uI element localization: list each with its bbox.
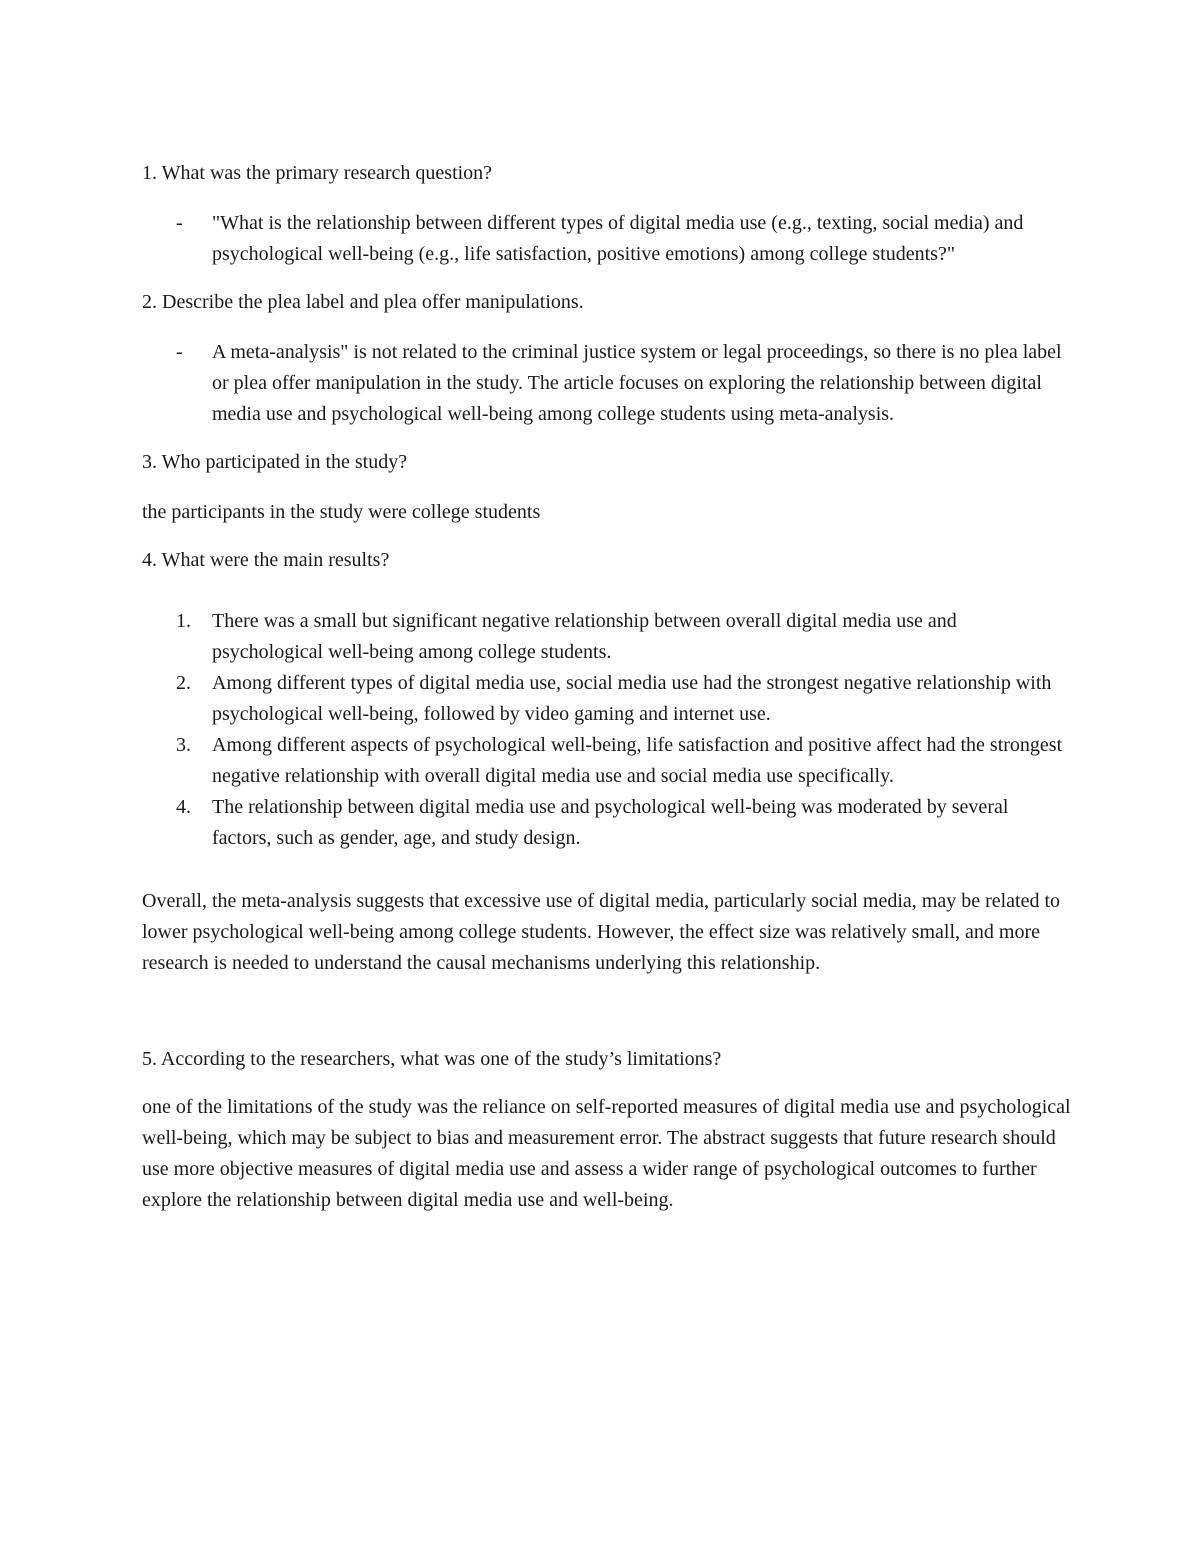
list-number: 1. bbox=[176, 610, 191, 632]
answer-1: "What is the relationship between different types of digital media use (e.g., texting, social media) and psychological well-being (e.g., life satisfaction, positive emotions) among college students?" bbox=[212, 212, 1024, 265]
dash-bullet: - bbox=[176, 212, 183, 234]
dash-bullet: - bbox=[176, 341, 183, 363]
list-item bbox=[142, 606, 1072, 668]
list-item bbox=[142, 668, 1072, 730]
answer-5: one of the limitations of the study was the reliance on self-reported measures of digital media use and psychological well-being, which may be subject to bias and measurement error. The abstract suggests that future research should use more objective measures of digital media use and assess a wider range of psychological outcomes to further explore the relationship between digital media use and well-being. bbox=[142, 1096, 1071, 1211]
question-4: 4. What were the main results? bbox=[142, 549, 390, 571]
answer-1-block bbox=[142, 208, 1072, 270]
list-number: 2. bbox=[176, 672, 191, 694]
list-item bbox=[142, 730, 1072, 792]
answer-2-block bbox=[142, 337, 1072, 430]
list-item-text: Among different types of digital media use, social media use had the strongest negative relationship with psychological well-being, followed by video gaming and internet use. bbox=[212, 672, 1052, 725]
question-3: 3. Who participated in the study? bbox=[142, 451, 408, 473]
question-2: 2. Describe the plea label and plea offer manipulations. bbox=[142, 291, 584, 313]
list-item bbox=[142, 792, 1072, 854]
answer-3: the participants in the study were college students bbox=[142, 501, 541, 523]
list-number: 4. bbox=[176, 796, 191, 818]
results-list bbox=[142, 606, 1072, 854]
list-item-text: There was a small but significant negative relationship between overall digital media use and psychological well-being among college students. bbox=[212, 610, 957, 663]
list-item-text: Among different aspects of psychological well-being, life satisfaction and positive affect had the strongest negative relationship with overall digital media use and social media use specifically. bbox=[212, 734, 1063, 787]
question-5: 5. According to the researchers, what was one of the study’s limitations? bbox=[142, 1048, 722, 1070]
answer-2: A meta-analysis" is not related to the criminal justice system or legal proceedings, so there is no plea label or plea offer manipulation in the study. The article focuses on exploring the relationship between digital media use and psychological well-being among college students using meta-analysis. bbox=[212, 341, 1062, 425]
document-page bbox=[142, 158, 1072, 1216]
list-item-text: The relationship between digital media use and psychological well-being was moderated by several factors, such as gender, age, and study design. bbox=[212, 796, 1009, 849]
results-summary: Overall, the meta-analysis suggests that excessive use of digital media, particularly social media, may be related to lower psychological well-being among college students. However, the effect size was relatively small, and more research is needed to understand the causal mechanisms underlying this relationship. bbox=[142, 890, 1061, 974]
list-number: 3. bbox=[176, 734, 191, 756]
question-1: 1. What was the primary research question? bbox=[142, 162, 493, 184]
